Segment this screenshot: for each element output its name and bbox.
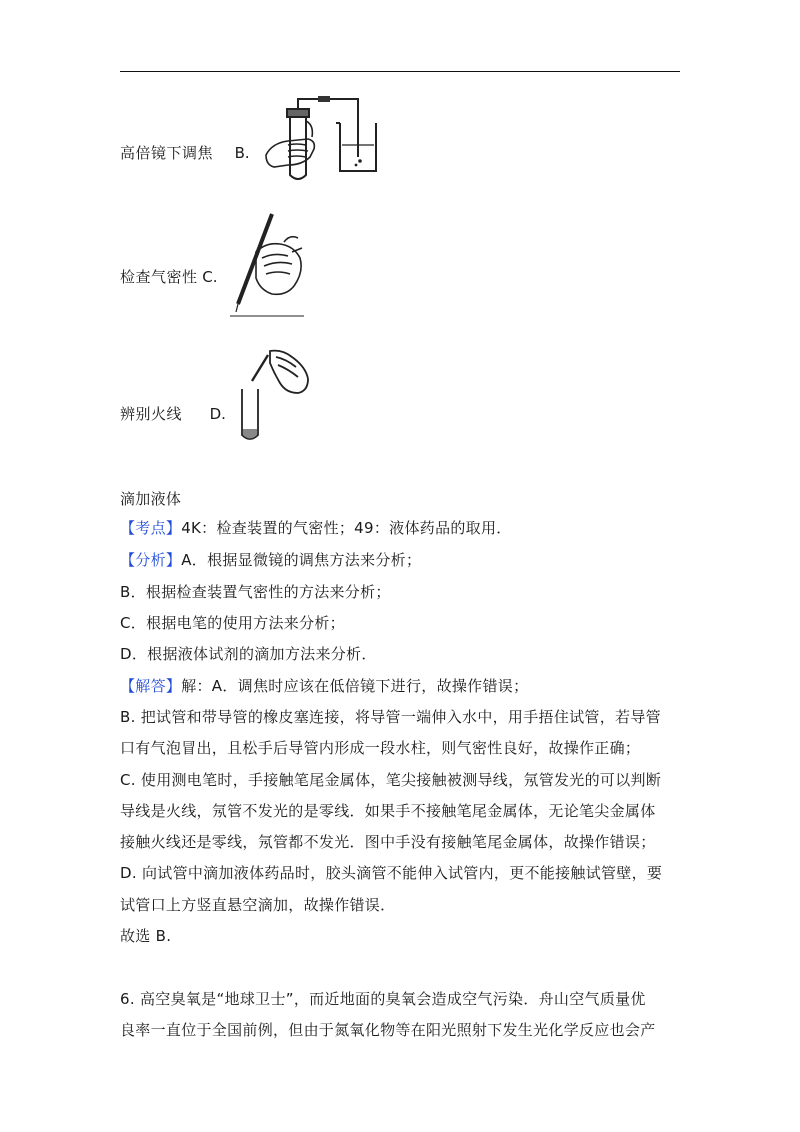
air-tightness-apparatus-figure [262,95,380,185]
answer-line: 故选 B. [120,927,172,945]
jieda-line-8: 试管口上方竖直悬空滴加，故操作错误． [120,896,396,914]
fenxi-line-2: B．根据检查装置气密性的方法来分析； [120,583,391,601]
option-c-letter: C. [202,268,218,286]
option-d-row [120,403,226,424]
option-a-label: 高倍镜下调焦 [120,144,214,162]
kaodian-tag: 【考点】 [120,519,182,537]
jieda-line-6: 接触火线还是零线，氖管都不发光．图中手没有接触笔尾金属体，故操作错误； [120,833,656,851]
jieda-line-2: B. 把试管和带导管的橡皮塞连接，将导管一端伸入水中，用手捂住试管，若导管 [120,708,661,726]
option-c-label: 辨别火线 [120,405,183,423]
fenxi-text-a: A．根据显微镜的调焦方法来分析； [181,551,422,569]
jieda-line-3: 口有气泡冒出，且松手后导管内形成一段水柱，则气密性良好，故操作正确； [120,739,641,757]
jieda-line-7: D. 向试管中滴加液体药品时，胶头滴管不能伸入试管内，更不能接触试管壁，要 [120,864,663,882]
option-d-letter: D. [209,405,226,423]
header-rule [120,71,680,72]
fenxi-line-4: D．根据液体试剂的滴加方法来分析． [120,645,377,663]
fenxi-line-3: C．根据电笔的使用方法来分析； [120,614,345,632]
jieda-tag: 【解答】 [120,677,182,695]
question-6-line-1: 6. 高空臭氧是“地球卫士”，而近地面的臭氧会造成空气污染．舟山空气质量优 [120,990,646,1008]
kaodian-text: 4K：检查装置的气密性；49：液体药品的取用． [181,519,512,537]
dropper-test-tube-figure [236,347,316,447]
option-b-row [120,142,250,163]
fenxi-tag: 【分析】 [120,551,182,569]
option-b-letter: B. [234,144,250,162]
option-b-label: 检查气密性 [120,268,198,286]
kaodian-line [120,518,512,538]
fenxi-line-1 [120,550,421,570]
jieda-text-a: 解：A．调焦时应该在低倍镜下进行，故操作错误； [181,677,529,695]
jieda-line-4: C. 使用测电笔时，手接触笔尾金属体，笔尖接触被测导线，氖管发光的可以判断 [120,771,662,789]
jieda-line-5: 导线是火线，氖管不发光的是零线．如果手不接触笔尾金属体，无论笔尖金属体 [120,802,656,820]
question-6-line-2: 良率一直位于全国前例，但由于氮氧化物等在阳光照射下发生光化学反应也会产 [120,1021,656,1039]
test-pen-figure [228,212,308,320]
option-d-label: 滴加液体 [120,490,182,508]
jieda-line-1 [120,676,528,696]
option-c-row [120,266,218,287]
